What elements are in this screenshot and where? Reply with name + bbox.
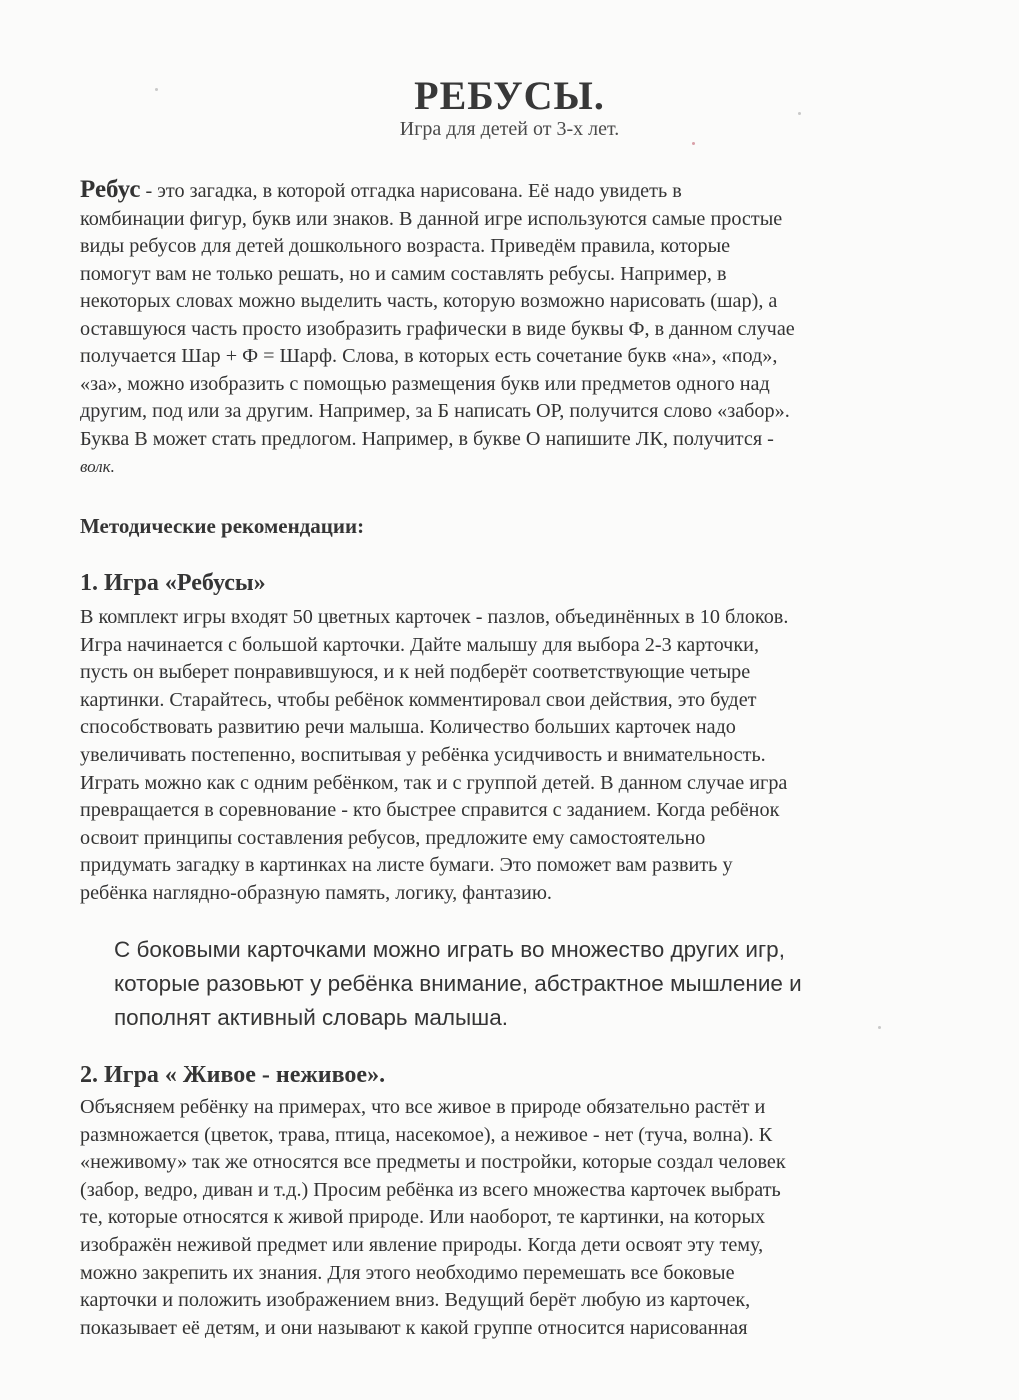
- game1-paragraph: [80, 604, 940, 908]
- game1-heading: 1. Игра «Ребусы»: [80, 570, 266, 596]
- game1-line: увеличивать постепенно, воспитывая у ребёнка усидчивость и внимательность.: [80, 743, 766, 766]
- game1-line: придумать загадку в картинках на листе бумаги. Это поможет вам развить у: [80, 854, 733, 877]
- intro-line: волк.: [80, 457, 115, 476]
- game1-line: способствовать развитию речи малыша. Количество больших карточек надо: [80, 716, 736, 739]
- intro-line: помогут вам не только решать, но и самим составлять ребусы. Например, в: [80, 262, 727, 285]
- scan-speck: [798, 112, 801, 115]
- intro-line: «за», можно изобразить с помощью размещения букв или предметов одного над: [80, 372, 770, 395]
- intro-line: некоторых словах можно выделить часть, которую возможно нарисовать (шар), а: [80, 290, 778, 312]
- side-note-line: которые разовьют у ребёнка внимание, абстрактное мышление и: [114, 971, 802, 996]
- game2-line: «неживому» так же относятся все предметы и постройки, которые создал человек: [80, 1151, 786, 1174]
- intro-line: Буква В может стать предлогом. Например, в букве О напишите ЛК, получится -: [80, 427, 774, 450]
- game1-line: картинки. Старайтесь, чтобы ребёнок комментировал свои действия, это будет: [80, 688, 757, 711]
- intro-line: получается Шар + Ф = Шарф. Слова, в которых есть сочетание букв «на», «под»,: [80, 345, 778, 367]
- scan-speck: [878, 1026, 881, 1029]
- game1-line: превращается в соревнование - кто быстрее справится с заданием. Когда ребёнок: [80, 799, 780, 822]
- game2-line: размножается (цветок, трава, птица, насекомое), а неживое - нет (туча, волна). К: [80, 1123, 773, 1146]
- intro-lead-word: Ребус: [80, 176, 141, 203]
- game2-paragraph: [80, 1094, 940, 1342]
- game2-line: Объясняем ребёнку на примерах, что все живое в природе обязательно растёт и: [80, 1096, 766, 1118]
- game2-line: те, которые относятся к живой природе. Или наоборот, те картинки, на которых: [80, 1206, 766, 1229]
- intro-line: [80, 176, 940, 206]
- intro-line: виды ребусов для детей дошкольного возраста. Приведём правила, которые: [80, 235, 731, 257]
- document-title: РЕБУСЫ.: [414, 73, 605, 118]
- intro-line-text: - это загадка, в которой отгадка нарисована. Её надо увидеть в: [140, 180, 682, 202]
- document-subtitle: Игра для детей от 3-х лет.: [399, 118, 620, 140]
- intro-line: оставшуюся часть просто изобразить графически в виде буквы Ф, в данном случае: [80, 317, 795, 340]
- game1-line: В комплект игры входят 50 цветных карточек - пазлов, объединённых в 10 блоков.: [80, 606, 789, 628]
- intro-line: другим, под или за другим. Например, за Б написать ОР, получится слово «забор».: [80, 400, 790, 422]
- game2-line: (забор, ведро, диван и т.д.) Просим ребёнка из всего множества карточек выбрать: [80, 1178, 781, 1201]
- game1-line: пусть он выберет понравившуюся, и к ней подберёт соответствующие четыре: [80, 661, 751, 684]
- intro-line: комбинации фигур, букв или знаков. В данной игре используются самые простые: [80, 207, 783, 230]
- game2-line: показывает её детям, и они называют к какой группе относится нарисованная: [80, 1316, 748, 1339]
- game2-line: изображён неживой предмет или явление природы. Когда дети освоят эту тему,: [80, 1233, 764, 1256]
- methodical-heading: Методические рекомендации:: [80, 514, 365, 538]
- game1-line: Игра начинается с большой карточки. Дайте малышу для выбора 2-3 карточки,: [80, 633, 759, 656]
- game2-line: можно закрепить их знания. Для этого необходимо перемешать все боковые: [80, 1261, 735, 1284]
- intro-paragraph: [80, 176, 940, 481]
- side-note-line: пополнят активный словарь малыша.: [114, 1005, 508, 1030]
- game2-heading: 2. Игра « Живое - неживое».: [80, 1062, 386, 1088]
- scan-speck: [155, 88, 158, 91]
- side-cards-note: [114, 933, 944, 1035]
- game2-line: карточки и положить изображением вниз. Ведущий берёт любую из карточек,: [80, 1289, 751, 1312]
- game1-line: Играть можно как с одним ребёнком, так и с группой детей. В данном случае игра: [80, 771, 788, 794]
- game1-line: ребёнка наглядно-образную память, логику, фантазию.: [80, 881, 552, 904]
- scan-speck: [692, 142, 695, 145]
- game1-line: освоит принципы составления ребусов, предложите ему самостоятельно: [80, 826, 706, 849]
- side-note-line: С боковыми карточками можно играть во множество других игр,: [114, 937, 785, 962]
